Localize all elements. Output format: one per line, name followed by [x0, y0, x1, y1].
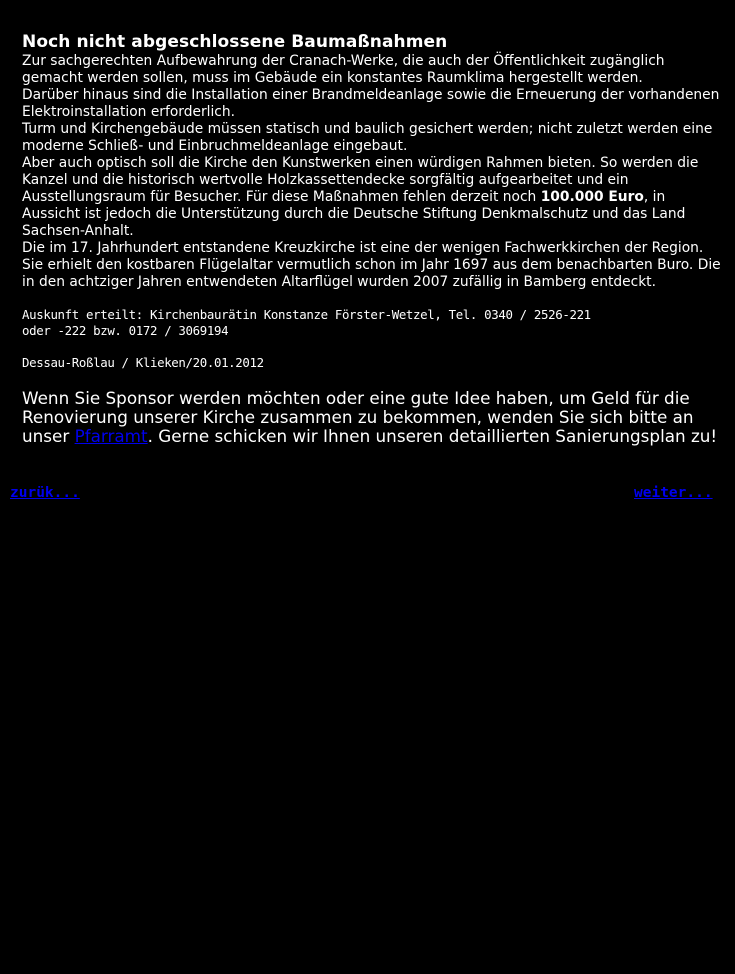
contact-line-1: Auskunft erteilt: Kirchenbaurätin Konstanze Förster-Wetzel, Tel. 0340 / 2526-221	[22, 307, 591, 322]
sponsor-text-after: . Gerne schicken wir Ihnen unseren detaillierten Sanierungsplan zu!	[147, 426, 718, 446]
back-link[interactable]: zurük...	[10, 485, 80, 501]
funding-amount: 100.000 Euro	[540, 189, 644, 205]
paragraph-climate: Zur sachgerechten Aufbewahrung der Cranach-Werke, die auch der Öffentlichkeit zugänglich gemacht werden sollen, muss im Gebäude ein konstantes Raumklima hergestellt werden.	[22, 53, 665, 86]
paragraph-funding	[22, 155, 722, 240]
paragraph-structure: Turm und Kirchengebäude müssen statisch und baulich gesichert werden; nicht zuletzt werden eine moderne Schließ- und Einbruchmeldeanlage eingebaut.	[22, 121, 713, 154]
contact-info	[22, 307, 722, 339]
contact-line-2: oder -222 bzw. 0172 / 3069194	[22, 323, 229, 338]
paragraph-history: Die im 17. Jahrhundert entstandene Kreuzkirche ist eine der wenigen Fachwerkkirchen der Region. Sie erhielt den kostbaren Flügelaltar vermutlich schon im Jahr 1697 aus dem benachbarten Buro. Die in den achtziger Jahren entwendeten Altarflügel wurden 2007 zufällig in Bamberg entdeckt.	[22, 240, 721, 290]
next-link[interactable]: weiter...	[634, 485, 713, 501]
source-line: Dessau-Roßlau / Klieken/20.01.2012	[22, 355, 264, 370]
funding-text-after: , in Aussicht ist jedoch die Unterstützung durch die Deutsche Stiftung Denkmalschutz und das Land Sachsen-Anhalt.	[22, 189, 686, 239]
article-heading: Noch nicht abgeschlossene Baumaßnahmen	[22, 32, 448, 52]
sponsor-text-before: Wenn Sie Sponsor werden möchten oder eine gute Idee haben, um Geld für die Renovierung unserer Kirche zusammen zu bekommen, wenden Sie sich bitte an unser	[22, 388, 694, 446]
funding-text-before: Aber auch optisch soll die Kirche den Kunstwerken einen würdigen Rahmen bieten. So werden die Kanzel und die historisch wertvolle Holzkassettendecke sorgfältig aufgearbeitet und ein Ausstellungsraum für Besucher. Für diese Maßnahmen fehlen derzeit noch	[22, 155, 699, 205]
sponsor-appeal	[22, 389, 727, 446]
pfarramt-link[interactable]: Pfarramt	[74, 426, 148, 446]
paragraph-installation: Darüber hinaus sind die Installation einer Brandmeldeanlage sowie die Erneuerung der vorhandenen Elektroinstallation erforderlich.	[22, 87, 720, 120]
article-content	[22, 31, 722, 463]
